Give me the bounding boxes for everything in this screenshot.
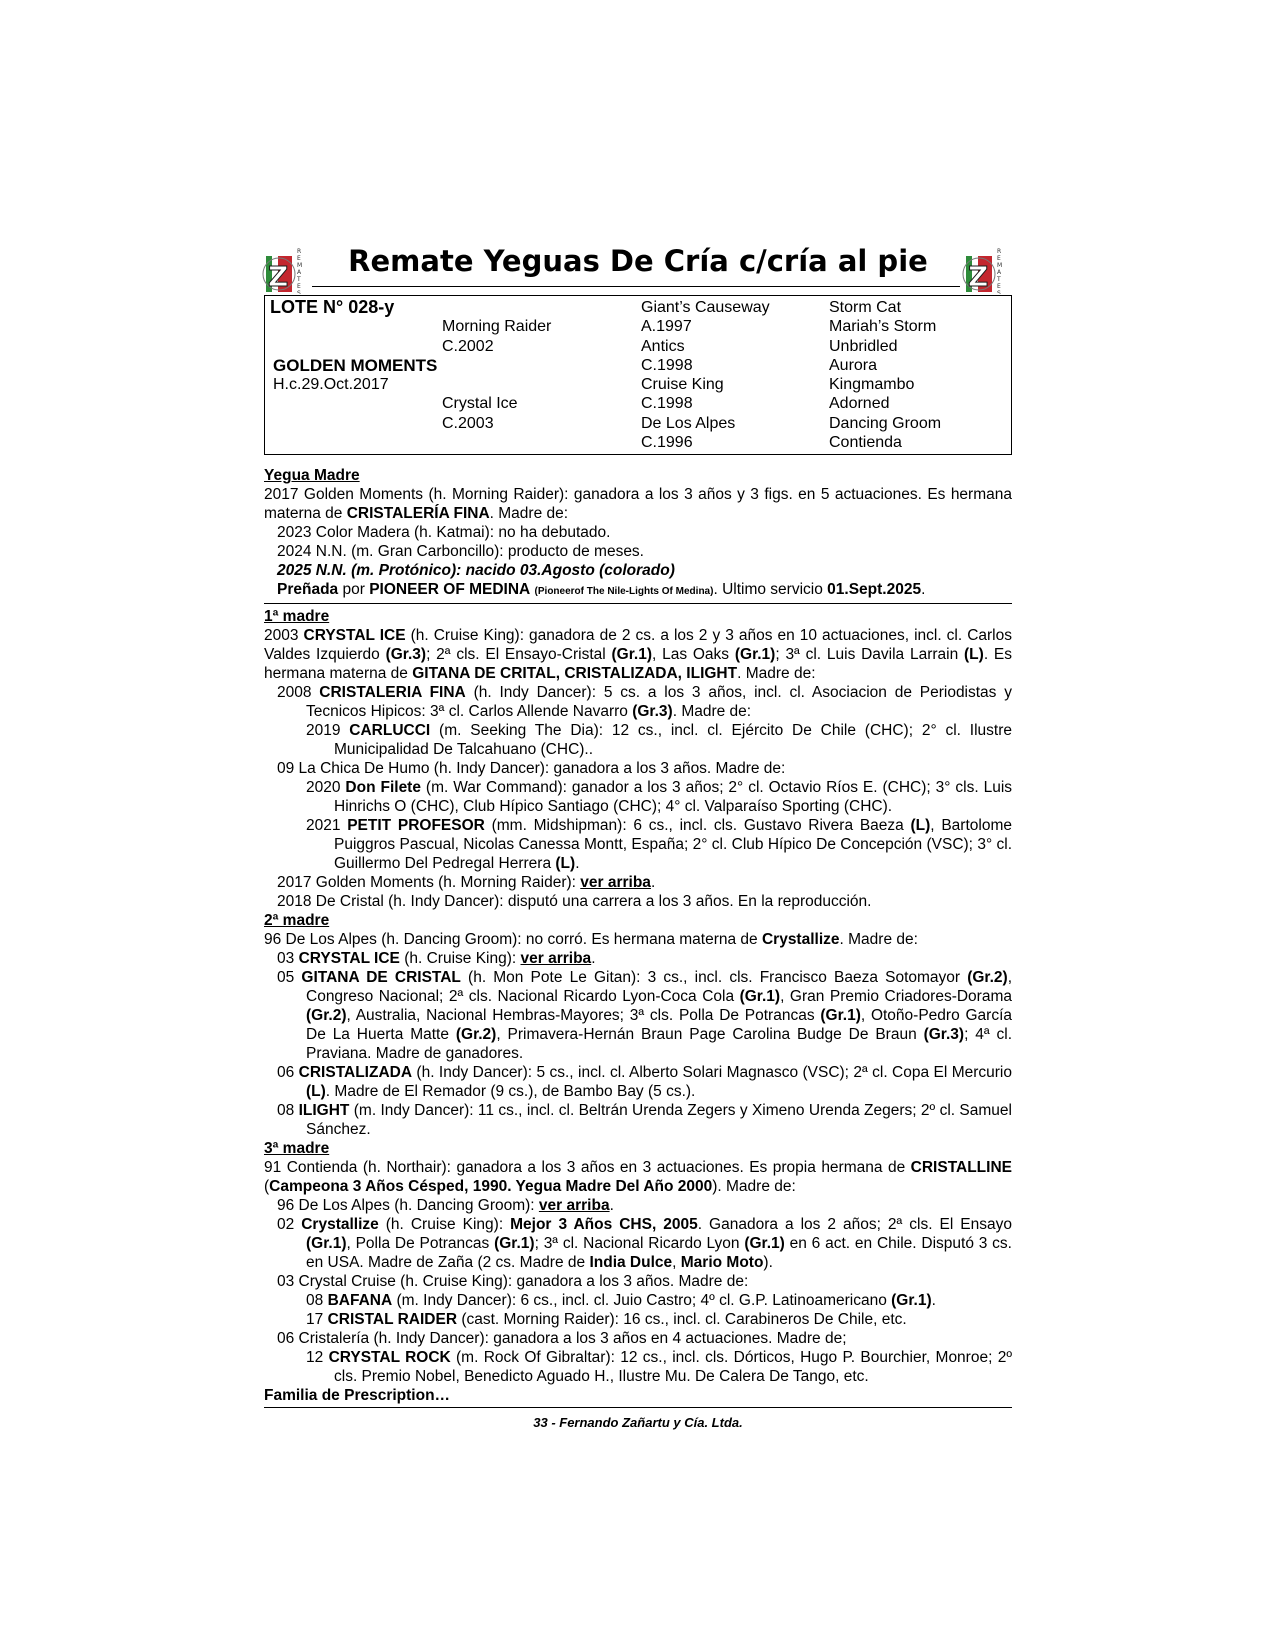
svg-text:Z: Z <box>968 260 989 293</box>
list-item: 2021 PETIT PROFESOR (mm. Midshipman): 6 cs., incl. cls. Gustavo Rivera Baeza (L), Bartolome Puiggros Pascual, Nicolas Canessa Montt, España; 2° cl. Club Hípico De Concepción (VSC); 3° cl. Guillermo Del Pedregal Herrera (L). <box>306 817 1012 872</box>
ped-gen3: C.1998 <box>641 395 693 413</box>
ped-gen3: C.1996 <box>641 434 693 452</box>
svg-text:A: A <box>997 269 1002 276</box>
list-item: 06 CRISTALIZADA (h. Indy Dancer): 5 cs., incl. cl. Alberto Solari Magnasco (VSC); 2ª cl. Copa El Mercurio (L). Madre de El Remador (9 cs.), de Bambo Bay (5 cs.). <box>277 1064 1012 1100</box>
list-item: 2008 CRISTALERIA FINA (h. Indy Dancer): 5 cs. a los 3 años, incl. cl. Asociacion de Periodistas y Tecnicos Hipicos: 3ª cl. Carlos Allende Navarro (Gr.3). Madre de: <box>277 684 1012 720</box>
list-item: 08 ILIGHT (m. Indy Dancer): 11 cs., incl. cl. Beltrán Urenda Zegers y Ximeno Urenda Zegers; 2º cl. Samuel Sánchez. <box>277 1102 1012 1138</box>
page-footer: 33 - Fernando Zañartu y Cía. Ltda. <box>533 1415 743 1430</box>
list-item: 05 GITANA DE CRISTAL (h. Mon Pote Le Gitan): 3 cs., incl. cls. Francisco Baeza Sotomayor (Gr.2), Congreso Nacional; 2ª cls. Nacional Ricardo Lyon-Coca Cola (Gr.1), Gran Premio Criadores-Dorama (Gr.2), Australia, Nacional Hembras-Mayores; 3ª cls. Polla De Potrancas (Gr.1), Otoño-Pedro García De La Huerta Matte (Gr.2), Primavera-Hernán Braun Page Carolina Budge De Braun (Gr.3); 4ª cl. Praviana. Madre de ganadores. <box>277 969 1013 1062</box>
svg-text:R: R <box>297 248 302 255</box>
ped-gen3: Cruise King <box>641 376 724 394</box>
section-heading-2a-madre: 2ª madre <box>264 912 330 929</box>
pedigree-col-horse <box>270 298 440 394</box>
svg-text:A: A <box>297 269 302 276</box>
ped-gen3: A.1997 <box>641 318 692 336</box>
svg-text:S: S <box>297 290 301 294</box>
section-heading-yegua-madre: Yegua Madre <box>264 467 360 484</box>
svg-text:E: E <box>997 283 1001 290</box>
list-item: 2024 N.N. (m. Gran Carboncillo): producto de meses. <box>277 543 644 560</box>
svg-text:M: M <box>297 262 303 269</box>
horse-info: H.c.29.Oct.2017 <box>273 376 389 394</box>
pedigree-col-grandparents <box>641 298 821 452</box>
list-item: 12 CRYSTAL ROCK (m. Rock Of Gibraltar): 12 cs., incl. cls. Dórticos, Hugo P. Bourchier, Monroe; 2º cls. Premio Nobel, Benedicto Aguado H., Ilustre Mu. De Calera De Tango, etc. <box>306 1349 1012 1385</box>
ped-gen3: De Los Alpes <box>641 414 736 432</box>
family-note: Familia de Prescription… <box>264 1387 451 1404</box>
ped-gen4: Kingmambo <box>829 376 915 394</box>
pedigree-col-great-grandparents <box>829 298 1009 452</box>
remates-logo-icon <box>962 244 1014 294</box>
sire-name: Morning Raider <box>442 318 552 336</box>
svg-text:E: E <box>997 255 1001 262</box>
list-item: 06 Cristalería (h. Indy Dancer): ganadora a los 3 años en 4 actuaciones. Madre de; <box>277 1330 847 1347</box>
page-title: Remate Yeguas De Cría c/cría al pie <box>348 244 928 278</box>
ped-gen4: Aurora <box>829 356 878 374</box>
svg-text:E: E <box>297 283 301 290</box>
list-item: Preñada por PIONEER OF MEDINA (Pioneerof The Nile-Lights Of Medina). Ultimo servicio 01.Sept.2025. <box>277 581 926 598</box>
dam-name: Crystal Ice <box>442 395 518 413</box>
ped-gen3: C.1998 <box>641 356 693 374</box>
list-item: 96 De Los Alpes (h. Dancing Groom): ver arriba. <box>277 1197 614 1214</box>
ped-gen4: Adorned <box>829 395 890 413</box>
svg-text:S: S <box>997 290 1001 294</box>
paragraph: 91 Contienda (h. Northair): ganadora a los 3 años en 3 actuaciones. Es propia hermana de CRISTALLINE (Campeona 3 Años Césped, 1990. Yegua Madre Del Año 2000). Madre de: <box>264 1159 1012 1195</box>
list-item: 03 Crystal Cruise (h. Cruise King): ganadora a los 3 años. Madre de: <box>277 1273 749 1290</box>
section-heading-3a-madre: 3ª madre <box>264 1140 330 1157</box>
ped-gen4: Contienda <box>829 434 902 452</box>
page-header <box>264 240 1012 295</box>
paragraph: 2003 CRYSTAL ICE (h. Cruise King): ganadora de 2 cs. a los 2 y 3 años en 10 actuaciones, incl. cl. Carlos Valdes Izquierdo (Gr.3); 2ª cls. El Ensayo-Cristal (Gr.1), Las Oaks (Gr.1); 3ª cl. Luis Davila Larrain (L). Es hermana materna de GITANA DE CRITAL, CRISTALIZADA, ILIGHT. Madre de: <box>264 627 1012 682</box>
svg-text:T: T <box>997 276 1001 283</box>
ped-gen3: Antics <box>641 337 685 355</box>
paragraph: 2017 Golden Moments (h. Morning Raider): ganadora a los 3 años y 3 figs. en 5 actuaciones. Es hermana materna de CRISTALERÍA FINA. Madre de: <box>264 486 1012 522</box>
ped-gen3: Giant’s Causeway <box>641 299 770 316</box>
header-rule <box>312 286 960 287</box>
ped-gen4: Unbridled <box>829 337 898 355</box>
footer-rule <box>264 1407 1012 1408</box>
svg-text:T: T <box>297 276 301 283</box>
paragraph: 96 De Los Alpes (h. Dancing Groom): no corró. Es hermana materna de Crystallize. Madre de: <box>264 931 918 948</box>
list-item: 17 CRISTAL RAIDER (cast. Morning Raider): 16 cs., incl. cl. Carabineros De Chile, etc. <box>306 1311 907 1328</box>
lot-number: LOTE N° 028-y <box>270 297 395 317</box>
svg-text:Z: Z <box>268 260 289 293</box>
ped-gen4: Dancing Groom <box>829 414 942 432</box>
svg-text:R: R <box>997 248 1002 255</box>
horse-name: GOLDEN MOMENTS <box>273 355 438 375</box>
list-item: 2019 CARLUCCI (m. Seeking The Dia): 12 cs., incl. cl. Ejército De Chile (CHC); 2° cl. Ilustre Municipalidad De Talcahuano (CHC).. <box>306 722 1012 758</box>
list-item: 2018 De Cristal (h. Indy Dancer): disputó una carrera a los 3 años. En la reproducción. <box>277 893 872 910</box>
list-item: 08 BAFANA (m. Indy Dancer): 6 cs., incl. cl. Juio Castro; 4º cl. G.P. Latinoamericano (Gr.1). <box>306 1292 936 1309</box>
catalog-body <box>264 466 1012 1432</box>
pedigree-table <box>264 295 1012 455</box>
svg-text:E: E <box>297 255 301 262</box>
ped-gen4: Mariah’s Storm <box>829 318 937 336</box>
remates-logo-icon <box>262 244 314 294</box>
list-item: 2017 Golden Moments (h. Morning Raider): ver arriba. <box>277 874 656 891</box>
ped-gen4: Storm Cat <box>829 299 902 316</box>
divider <box>264 603 1012 604</box>
svg-text:M: M <box>997 262 1003 269</box>
catalog-page <box>264 240 1012 1432</box>
dam-info: C.2003 <box>442 414 494 432</box>
list-item: 2020 Don Filete (m. War Command): ganador a los 3 años; 2° cl. Octavio Ríos E. (CHC); 3° cls. Luis Hinrichs O (CHC), Club Hípico Santiago (CHC); 4° cl. Valparaíso Sporting (CHC). <box>306 779 1013 815</box>
list-item: 2023 Color Madera (h. Katmai): no ha debutado. <box>277 524 611 541</box>
list-item: 09 La Chica De Humo (h. Indy Dancer): ganadora a los 3 años. Madre de: <box>277 760 786 777</box>
list-item: 2025 N.N. (m. Protónico): nacido 03.Agosto (colorado) <box>277 562 675 579</box>
section-heading-1a-madre: 1ª madre <box>264 608 330 625</box>
list-item: 03 CRYSTAL ICE (h. Cruise King): ver arriba. <box>277 950 596 967</box>
list-item: 02 Crystallize (h. Cruise King): Mejor 3 Años CHS, 2005. Ganadora a los 2 años; 2ª cls. El Ensayo (Gr.1), Polla De Potrancas (Gr.1); 3ª cl. Nacional Ricardo Lyon (Gr.1) en 6 act. en Chile. Disputó 3 cs. en USA. Madre de Zaña (2 cs. Madre de India Dulce, Mario Moto). <box>277 1216 1012 1271</box>
pedigree-col-parents <box>442 298 622 433</box>
sire-info: C.2002 <box>442 337 494 355</box>
